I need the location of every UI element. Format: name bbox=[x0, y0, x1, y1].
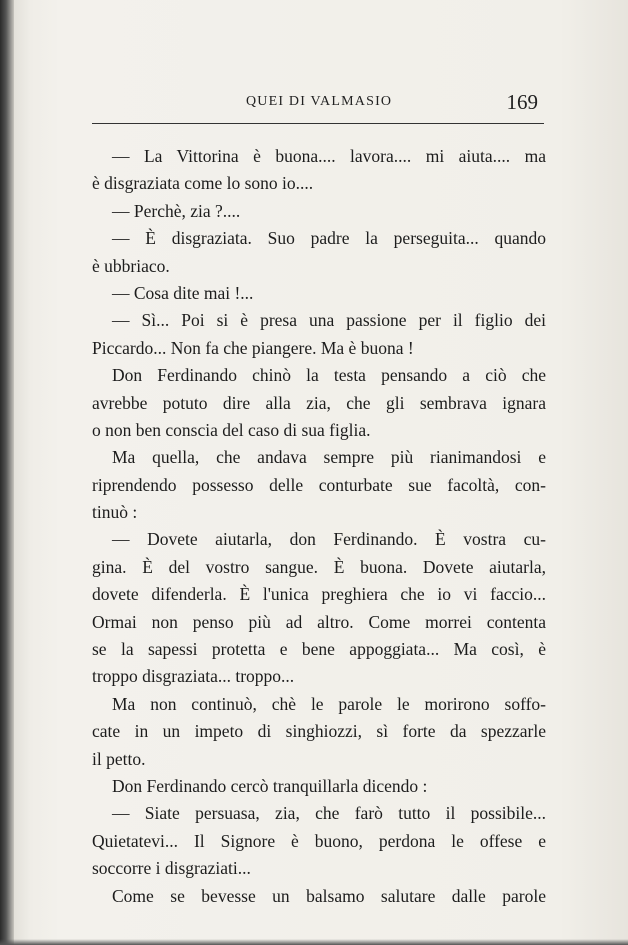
text-line: — Perchè, zia ?.... bbox=[112, 200, 241, 221]
spine-shadow bbox=[0, 0, 14, 945]
text-line: se la sapessi protetta e bene appoggiata... Ma così, è bbox=[92, 639, 546, 660]
text-line: — È disgraziata. Suo padre la perseguita... quando bbox=[112, 228, 546, 249]
running-head bbox=[92, 92, 544, 118]
text-line: Don Ferdinando chinò la testa pensando a ciò che bbox=[112, 365, 546, 386]
running-title: QUEI DI VALMASIO bbox=[246, 94, 393, 109]
text-line: riprendendo possesso delle conturbate sue facoltà, con- bbox=[92, 474, 546, 495]
text-line: o non ben conscia del caso di sua figlia. bbox=[92, 419, 371, 440]
text-line: avrebbe potuto dire alla zia, che gli sembrava ignara bbox=[92, 392, 546, 413]
bottom-edge-shadow bbox=[0, 939, 628, 945]
text-line: è disgraziata come lo sono io.... bbox=[92, 173, 314, 194]
text-line: Don Ferdinando cercò tranquillarla dicendo : bbox=[112, 775, 428, 796]
text-line: — La Vittorina è buona.... lavora.... mi aiuta.... ma bbox=[112, 146, 546, 166]
text-line: Quietatevi... Il Signore è buono, perdona le offese e bbox=[92, 830, 546, 851]
text-line: è ubbriaco. bbox=[92, 255, 170, 276]
body-text bbox=[92, 143, 546, 910]
text-line: gina. È del vostro sangue. È buona. Dovete aiutarla, bbox=[92, 556, 546, 577]
text-line: — Sì... Poi si è presa una passione per il figlio dei bbox=[112, 310, 546, 331]
text-line: Come se bevesse un balsamo salutare dalle parole bbox=[112, 885, 546, 906]
text-line: troppo disgraziata... troppo... bbox=[92, 666, 295, 687]
header-rule bbox=[92, 123, 544, 124]
text-line: il petto. bbox=[92, 748, 146, 769]
text-line: Ormai non penso più ad altro. Come morrei contenta bbox=[92, 611, 546, 632]
text-line: — Cosa dite mai !... bbox=[112, 282, 254, 303]
text-line: Ma quella, che andava sempre più rianimandosi e bbox=[112, 447, 546, 468]
text-line: Piccardo... Non fa che piangere. Ma è buona ! bbox=[92, 337, 414, 358]
text-line: cate in un impeto di singhiozzi, sì forte da spezzarle bbox=[92, 721, 546, 742]
text-line: dovete difenderla. È l'unica preghiera che io vi faccio... bbox=[92, 584, 546, 605]
text-line: — Siate persuasa, zia, che farò tutto il possibile... bbox=[112, 803, 546, 824]
page-number: 169 bbox=[506, 90, 538, 114]
text-line: — Dovete aiutarla, don Ferdinando. È vostra cu- bbox=[112, 529, 546, 550]
text-line: Ma non continuò, chè le parole le morirono soffo- bbox=[112, 693, 546, 714]
text-line: soccorre i disgraziati... bbox=[92, 858, 251, 879]
text-line: tinuò : bbox=[92, 502, 138, 523]
